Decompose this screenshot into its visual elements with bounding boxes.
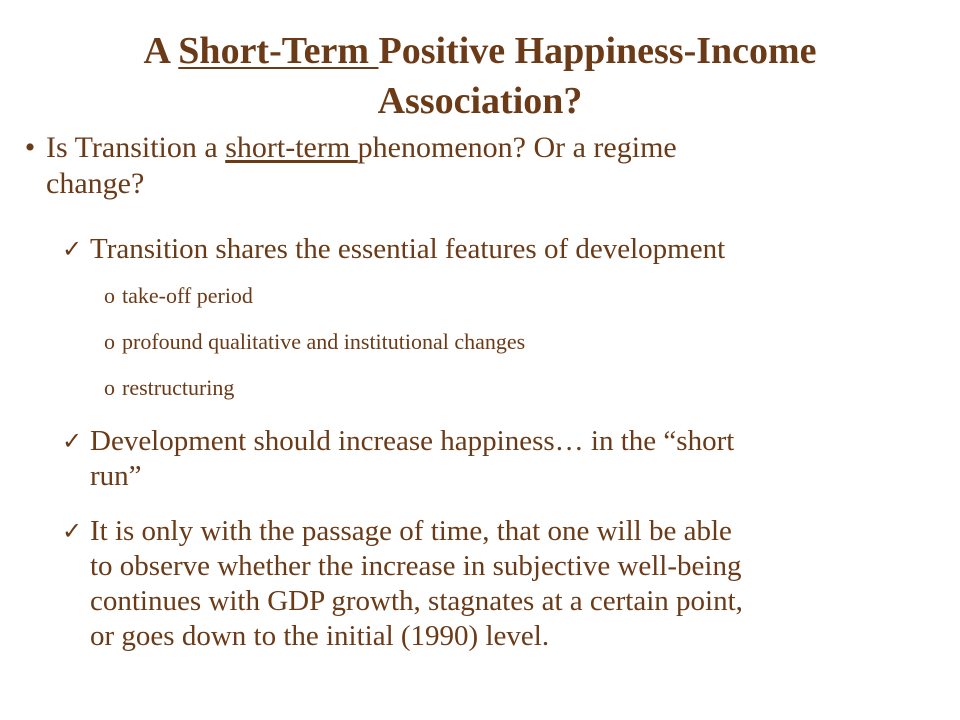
checkmark-icon: ✓ (62, 517, 83, 545)
title-suffix: Positive Happiness-Income (378, 30, 817, 72)
title-underlined-term: Short-Term (178, 30, 379, 72)
bullet-text-before: Is Transition a (46, 131, 226, 164)
slide-title (60, 26, 900, 126)
bullet-text-line-2: change? (46, 167, 145, 200)
bullet-text (46, 130, 876, 202)
check-item-line: to observe whether the increase in subjective well-being (90, 550, 742, 582)
title-line-2: Association? (377, 80, 583, 122)
sub-item-text: take-off period (122, 283, 253, 308)
check-item-text (90, 514, 920, 654)
check-item-line: It is only with the passage of time, that one will be able (90, 515, 732, 547)
bullet-text-line-1 (46, 130, 876, 166)
bullet-marker: • (24, 131, 36, 164)
bullet-text-underlined: short-term (225, 131, 358, 164)
check-item-text (90, 232, 920, 267)
sub-item-marker: o (104, 329, 115, 354)
check-item-line: or goes down to the initial (1990) level. (90, 620, 550, 652)
check-item-line: Development should increase happiness… in the “short (90, 425, 735, 457)
title-line-1 (60, 26, 900, 76)
check-item-line: continues with GDP growth, stagnates at a certain point, (90, 585, 743, 617)
sub-item-text: profound qualitative and institutional changes (122, 329, 526, 354)
check-item-line: run” (90, 460, 142, 492)
check-item-line: Transition shares the essential features of development (90, 233, 726, 265)
sub-item-marker: o (104, 375, 115, 400)
title-prefix: A (143, 30, 179, 72)
bullet-text-after: phenomenon? Or a regime (357, 131, 677, 164)
checkmark-icon: ✓ (62, 235, 83, 263)
check-item-text (90, 424, 920, 494)
sub-item-text: restructuring (122, 375, 235, 400)
checkmark-icon: ✓ (62, 427, 83, 455)
sub-item-marker: o (104, 283, 115, 308)
